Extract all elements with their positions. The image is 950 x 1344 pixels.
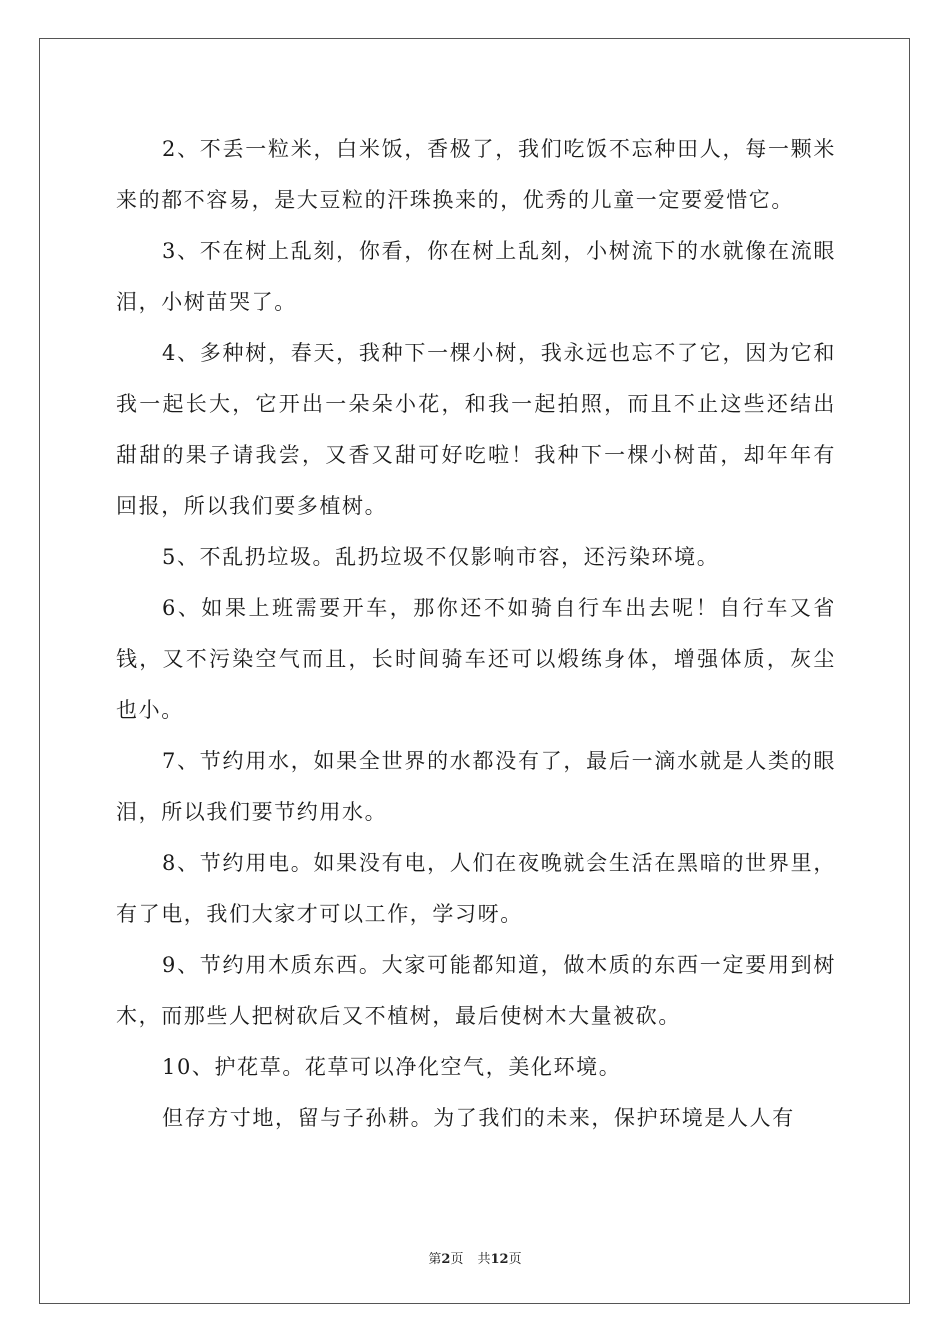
page-number: 2 xyxy=(441,1252,451,1267)
paragraph-6: 6、如果上班需要开车，那你还不如骑自行车出去呢！自行车又省钱，又不污染空气而且，长时间骑车还可以煅练身体，增强体质，灰尘也小。 xyxy=(116,596,836,722)
paragraph-7: 7、节约用水，如果全世界的水都没有了，最后一滴水就是人类的眼泪，所以我们要节约用水。 xyxy=(116,749,836,824)
total-pages: 12 xyxy=(490,1252,509,1267)
total-prefix: 共 xyxy=(477,1252,491,1267)
paragraph-4: 4、多种树，春天，我种下一棵小树，我永远也忘不了它，因为它和我一起长大，它开出一朵朵小花，和我一起拍照，而且不止这些还结出甜甜的果子请我尝，又香又甜可好吃啦！我种下一棵小树苗，却年年有回报，所以我们要多植树。 xyxy=(116,341,836,518)
page-footer xyxy=(0,1248,950,1267)
total-suffix: 页 xyxy=(508,1252,522,1267)
paragraph-2: 2、不丢一粒米，白米饭，香极了，我们吃饭不忘种田人，每一颗米来的都不容易，是大豆粒的汗珠换来的，优秀的儿童一定要爱惜它。 xyxy=(116,137,836,212)
paragraph-10: 10、护花草。花草可以净化空气，美化环境。 xyxy=(162,1055,622,1079)
paragraph-8: 8、节约用电。如果没有电，人们在夜晚就会生活在黑暗的世界里，有了电，我们大家才可以工作，学习呀。 xyxy=(116,851,836,926)
paragraph-closing: 但存方寸地，留与子孙耕。为了我们的未来，保护环境是人人有 xyxy=(162,1106,795,1130)
document-body xyxy=(116,124,836,1144)
page-suffix: 页 xyxy=(450,1252,464,1267)
paragraph-9: 9、节约用木质东西。大家可能都知道，做木质的东西一定要用到树木，而那些人把树砍后又不植树，最后使树木大量被砍。 xyxy=(116,953,836,1028)
paragraph-3: 3、不在树上乱刻，你看，你在树上乱刻，小树流下的水就像在流眼泪，小树苗哭了。 xyxy=(116,239,836,314)
paragraph-5: 5、不乱扔垃圾。乱扔垃圾不仅影响市容，还污染环境。 xyxy=(162,545,720,569)
page-prefix: 第 xyxy=(428,1252,442,1267)
